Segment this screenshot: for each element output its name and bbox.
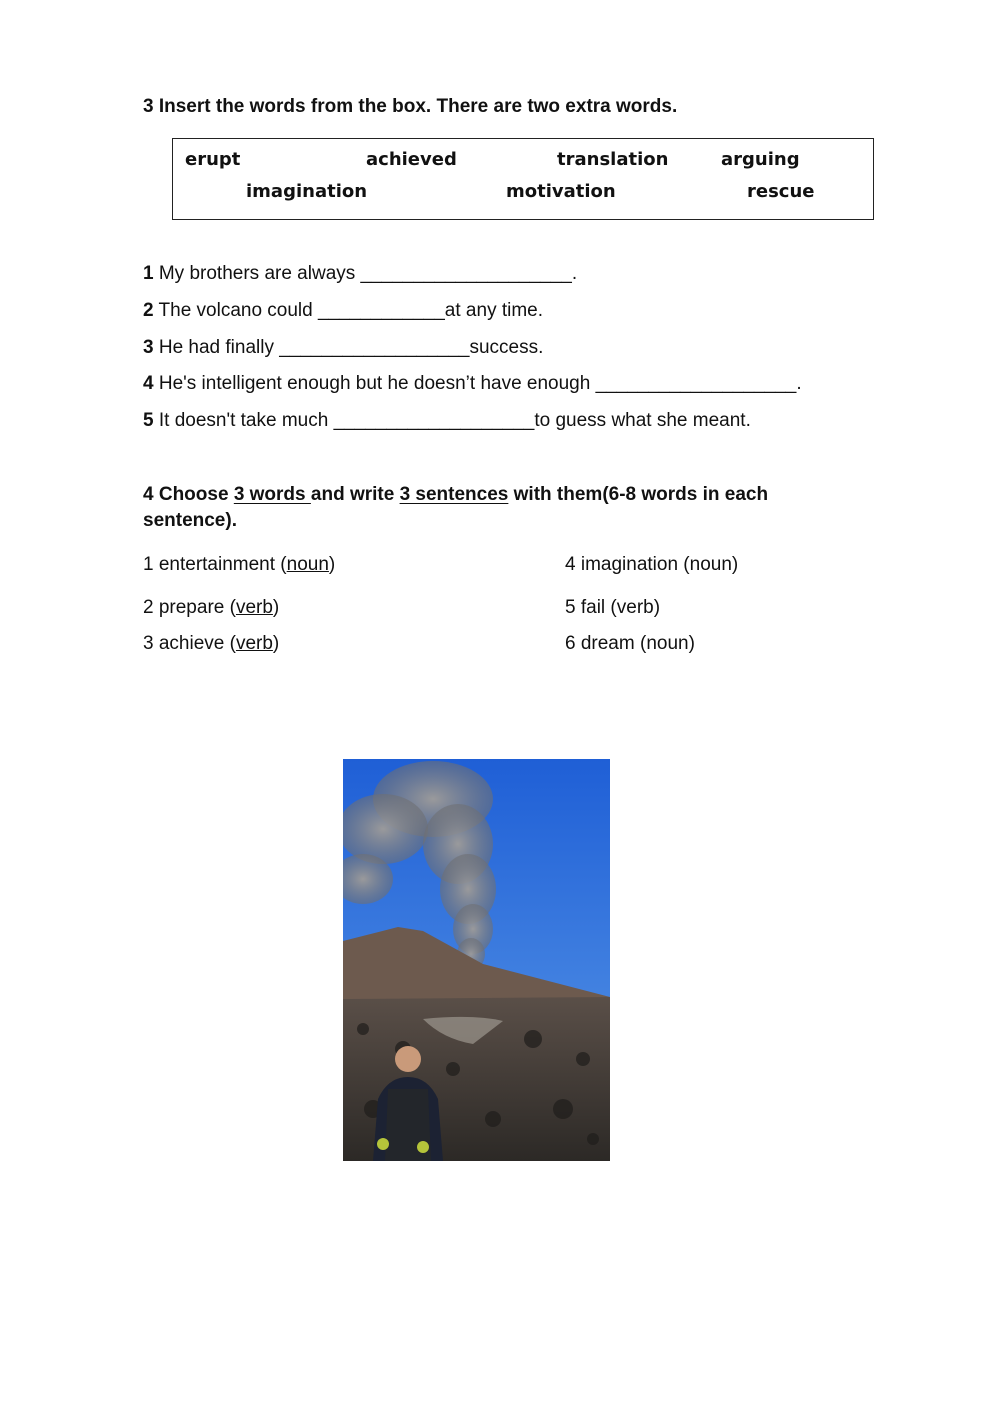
word-item-2 xyxy=(143,597,279,619)
item-text: ) xyxy=(653,597,661,618)
sentence-4 xyxy=(143,373,802,395)
word-box-item: rescue xyxy=(747,181,815,202)
word-box-item: translation xyxy=(557,149,669,170)
item-text: ) xyxy=(328,554,336,575)
item-text: 1 entertainment ( xyxy=(143,554,287,575)
part-of-speech: noun xyxy=(646,633,689,654)
part-of-speech: verb xyxy=(616,597,654,618)
exercise4-title xyxy=(143,484,768,506)
sentence-text: My brothers are always ____________________. xyxy=(158,263,578,284)
word-item-4 xyxy=(565,554,738,576)
sentence-text: The volcano could ____________at any time. xyxy=(158,300,544,321)
part-of-speech: verb xyxy=(235,633,273,654)
title-underlined: 3 words xyxy=(233,484,311,505)
part-of-speech: verb xyxy=(235,597,273,618)
item-text: 3 achieve ( xyxy=(143,633,236,654)
word-box-item: erupt xyxy=(185,149,241,170)
item-text: 6 dream ( xyxy=(565,633,647,654)
title-underlined: 3 sentences xyxy=(399,484,509,505)
word-item-5 xyxy=(565,597,660,619)
volcano-photo-svg xyxy=(343,759,610,1161)
sentence-number: 1 xyxy=(143,263,154,284)
volcano-photo xyxy=(343,759,610,1161)
item-text: ) xyxy=(731,554,739,575)
item-text: ) xyxy=(272,633,280,654)
part-of-speech: noun xyxy=(689,554,732,575)
item-text: ) xyxy=(272,597,280,618)
sentence-text: He had finally __________________success. xyxy=(158,337,544,358)
exercise3-title: 3 Insert the words from the box. There are two extra words. xyxy=(143,96,678,117)
word-item-3 xyxy=(143,633,279,655)
exercise4-title-line2: sentence). xyxy=(143,510,237,531)
word-box-item: achieved xyxy=(366,149,457,170)
sentence-number: 3 xyxy=(143,337,154,358)
word-box-item: motivation xyxy=(506,181,616,202)
item-text: 2 prepare ( xyxy=(143,597,236,618)
sentence-number: 4 xyxy=(143,373,154,394)
sentence-2 xyxy=(143,300,543,322)
item-text: 5 fail ( xyxy=(565,597,617,618)
word-item-1 xyxy=(143,554,335,576)
sentence-5 xyxy=(143,410,751,432)
word-box xyxy=(172,138,874,220)
sentence-number: 5 xyxy=(143,410,154,431)
item-text: ) xyxy=(688,633,695,654)
sentence-number: 2 xyxy=(143,300,154,321)
sentence-1 xyxy=(143,263,577,285)
title-text: and write xyxy=(310,484,400,505)
item-text: 4 imagination ( xyxy=(565,554,690,575)
word-box-item: imagination xyxy=(246,181,368,202)
title-text: with them(6-8 words in each xyxy=(508,484,769,505)
title-text: 4 Choose xyxy=(143,484,234,505)
sentence-text: It doesn't take much ___________________to guess what she meant. xyxy=(158,410,751,431)
sentence-text: He's intelligent enough but he doesn’t have enough ___________________. xyxy=(158,373,802,394)
part-of-speech: noun xyxy=(286,554,329,575)
word-box-item: arguing xyxy=(721,149,800,170)
sentence-3 xyxy=(143,337,543,359)
word-item-6 xyxy=(565,633,695,655)
